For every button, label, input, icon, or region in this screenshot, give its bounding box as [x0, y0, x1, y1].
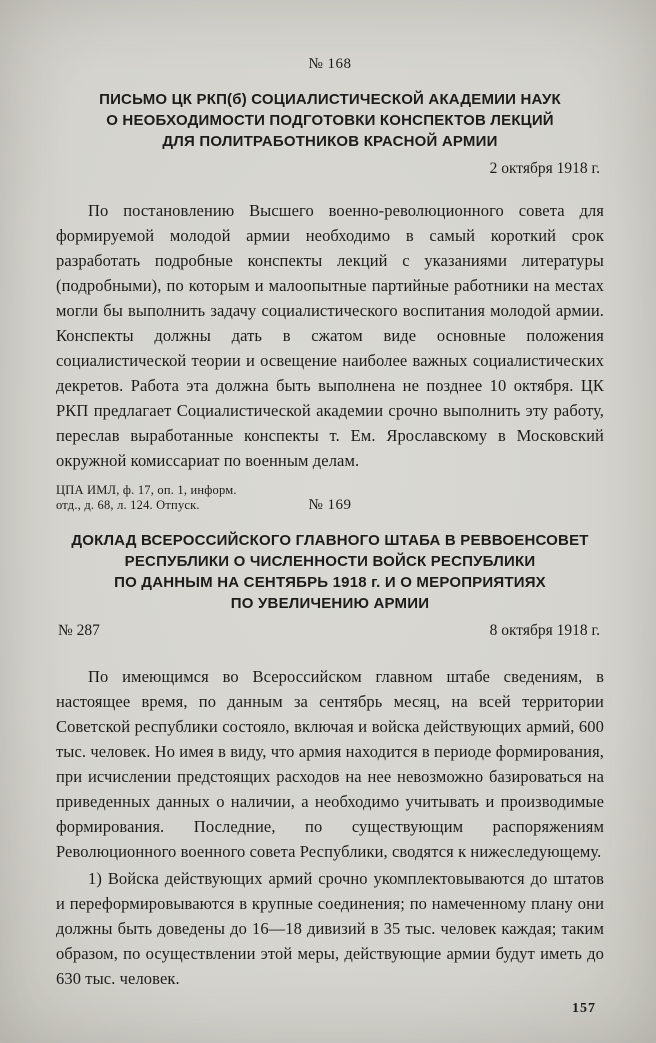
- doc2-number-date-row: [56, 622, 604, 640]
- doc2-title-line: ПО ДАННЫМ НА СЕНТЯБРЬ 1918 г. И О МЕРОПРИЯТИЯХ: [114, 574, 546, 591]
- doc1-body-paragraph: По постановлению Высшего военно-революционного совета для формируемой молодой армии необходимо в самый короткий срок разработать подробные конспекты лекций с указаниями литературы (подробными), по которым и малоопытные партийные работники на местах могли бы выполнить задачу социалистического воспитания молодой армии. Конспекты должны дать в сжатом виде основные положения социалистической теории и освещение наиболее важных социалистических декретов. Работа эта должна быть выполнена не позднее 10 октября. ЦК РКП предлагает Социалистической академии срочно выполнить эту работу, переслав выработанные конспекты т. Ем. Ярославскому в Московский окружной комиссариат по военным делам.: [56, 201, 604, 470]
- doc1-source-line: ЦПА ИМЛ, ф. 17, оп. 1, информ.: [56, 483, 237, 497]
- doc2-title-line: ПО УВЕЛИЧЕНИЮ АРМИИ: [230, 595, 430, 612]
- doc2-date: 8 октября 1918 г.: [489, 622, 600, 639]
- doc2-body-paragraph: 1) Войска действующих армий срочно укомплектовываются до штатов и переформировываются в крупные соединения; по намеченному плану они должны быть доведены до 16—18 дивизий в 35 тыс. человек каждая; таким образом, по осуществлении этой меры, действующие армии будут иметь до 630 тыс. человек.: [56, 869, 604, 988]
- doc2-title-line: ДОКЛАД ВСЕРОССИЙСКОГО ГЛАВНОГО ШТАБА В РЕВВОЕНСОВЕТ: [71, 532, 589, 549]
- doc2-body-paragraph: По имеющимся во Всероссийском главном штабе сведениям, в настоящее время, по данным за сентябрь месяц, на всей территории Советской республики состояло, включая и войска действующих армий, 600 тыс. человек. Но имея в виду, что армия находится в периоде формирования, при исчислении предстоящих расходов на нее невозможно базироваться на приведенных данных о наличии, а необходимо учитывать и производимые формирования. Последние, по существующим распоряжениям Революционного военного совета Республики, сводятся к нижеследующему.: [56, 667, 604, 861]
- doc2-title: [56, 530, 604, 614]
- doc1-title: [56, 89, 604, 152]
- doc1-source-line: отд., д. 68, л. 124. Отпуск.: [56, 498, 200, 512]
- doc2-title-line: РЕСПУБЛИКИ О ЧИСЛЕННОСТИ ВОЙСК РЕСПУБЛИКИ: [124, 553, 536, 570]
- doc1-title-line: ПИСЬМО ЦК РКП(б) СОЦИАЛИСТИЧЕСКОЙ АКАДЕМИИ НАУК: [99, 91, 561, 108]
- doc1-title-line: О НЕОБХОДИМОСТИ ПОДГОТОВКИ КОНСПЕКТОВ ЛЕКЦИЙ: [106, 112, 554, 129]
- doc1-number: № 168: [308, 56, 352, 72]
- page-number: 157: [572, 1001, 596, 1016]
- doc2-number: № 169: [308, 497, 352, 513]
- doc1-date: 2 октября 1918 г.: [489, 160, 600, 177]
- doc1-title-line: ДЛЯ ПОЛИТРАБОТНИКОВ КРАСНОЙ АРМИИ: [162, 133, 498, 150]
- doc2-doc-number: № 287: [58, 622, 100, 639]
